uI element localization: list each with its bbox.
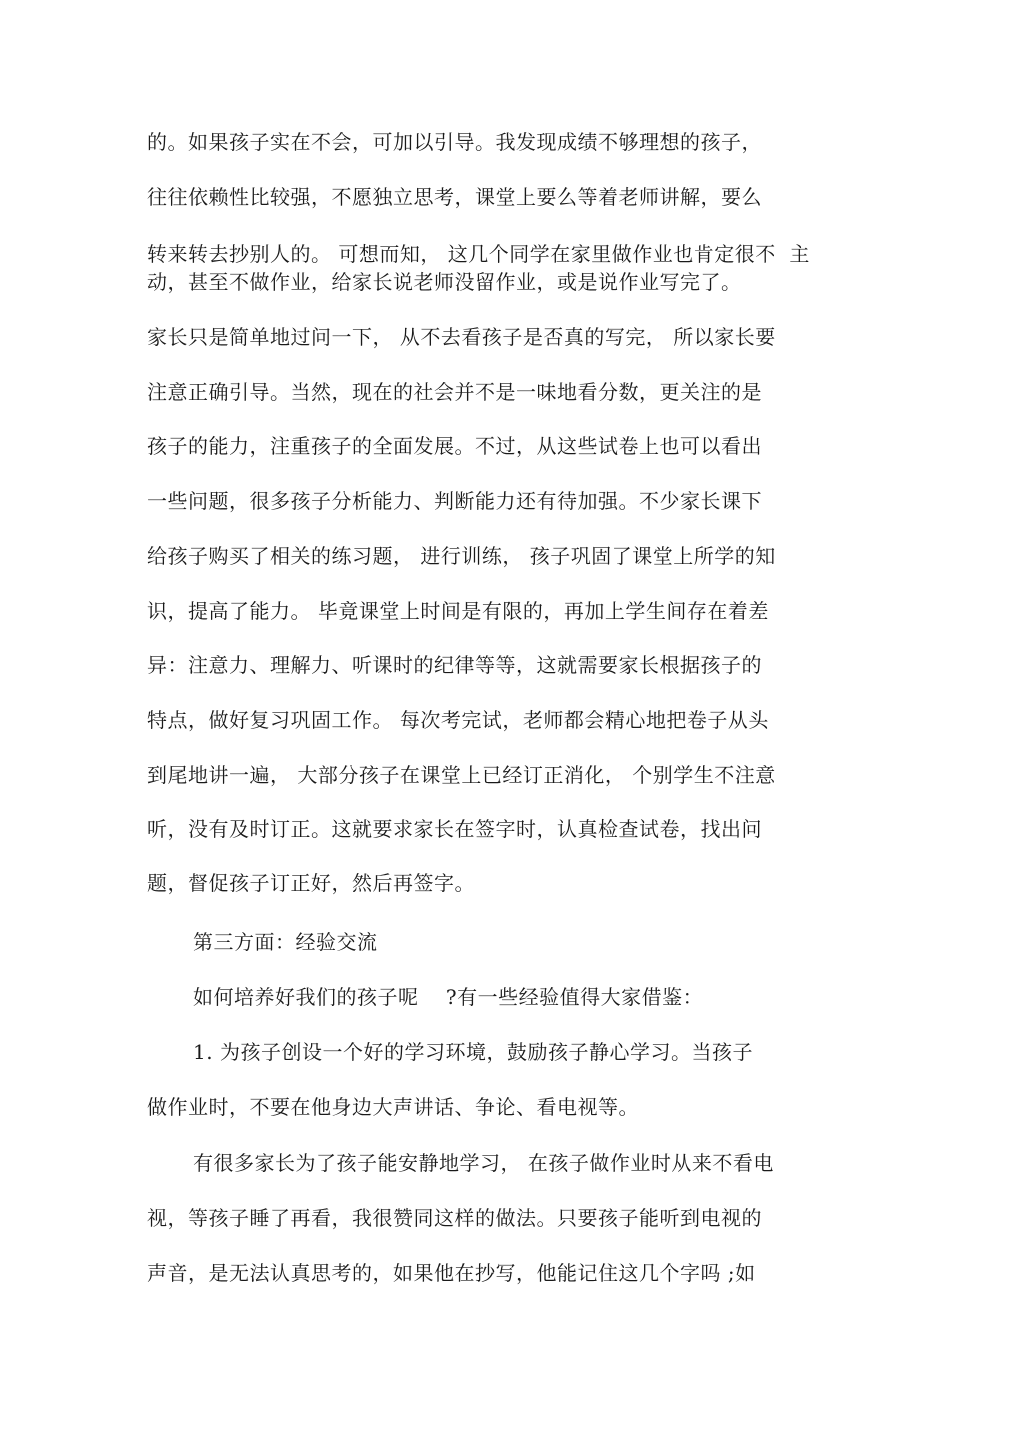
- text-line: 孩子的能力，注重孩子的全面发展。不过，从这些试卷上也可以看出: [147, 434, 762, 458]
- text-line: 题，督促孩子订正好，然后再签字。: [147, 871, 475, 895]
- text-line: 视，等孩子睡了再看，我很赞同这样的做法。只要孩子能听到电视的: [147, 1206, 762, 1230]
- text-line: 给孩子购买了相关的练习题， 进行训练， 孩子巩固了课堂上所学的知: [147, 544, 776, 568]
- text-line: 到尾地讲一遍， 大部分孩子在课堂上已经订正消化， 个别学生不注意: [147, 763, 776, 787]
- text-line: 往往依赖性比较强，不愿独立思考，课堂上要么等着老师讲解，要么: [147, 185, 762, 209]
- section-heading: 第三方面：经验交流: [193, 930, 378, 954]
- text-line: 听，没有及时订正。这就要求家长在签字时，认真检查试卷，找出问: [147, 817, 762, 841]
- text-line: 的。如果孩子实在不会，可加以引导。我发现成绩不够理想的孩子，: [147, 130, 762, 154]
- text-line: 做作业时，不要在他身边大声讲话、争论、看电视等。: [147, 1095, 639, 1119]
- text-line: 特点，做好复习巩固工作。 每次考完试，老师都会精心地把卷子从头: [147, 708, 769, 732]
- text-line: 动，甚至不做作业，给家长说老师没留作业，或是说作业写完了。: [147, 270, 742, 294]
- list-item: 1. 为孩子创设一个好的学习环境，鼓励孩子静心学习。当孩子: [193, 1040, 753, 1064]
- text-line: 异：注意力、理解力、听课时的纪律等等，这就需要家长根据孩子的: [147, 653, 762, 677]
- text-line: 识，提高了能力。 毕竟课堂上时间是有限的，再加上学生间存在着差: [147, 599, 769, 623]
- text-line: 有很多家长为了孩子能安静地学习， 在孩子做作业时从来不看电: [193, 1151, 774, 1175]
- text-line: 转来转去抄别人的。 可想而知， 这几个同学在家里做作业也肯定很不 主: [147, 242, 810, 266]
- text-line: 注意正确引导。当然，现在的社会并不是一味地看分数，更关注的是: [147, 380, 762, 404]
- text-line: 声音，是无法认真思考的，如果他在抄写，他能记住这几个字吗 ;如: [147, 1261, 756, 1285]
- text-line: 一些问题，很多孩子分析能力、判断能力还有待加强。不少家长课下: [147, 489, 762, 513]
- text-line: 家长只是简单地过问一下， 从不去看孩子是否真的写完， 所以家长要: [147, 325, 776, 349]
- text-line: 如何培养好我们的孩子呢 ?有一些经验值得大家借鉴：: [193, 985, 704, 1009]
